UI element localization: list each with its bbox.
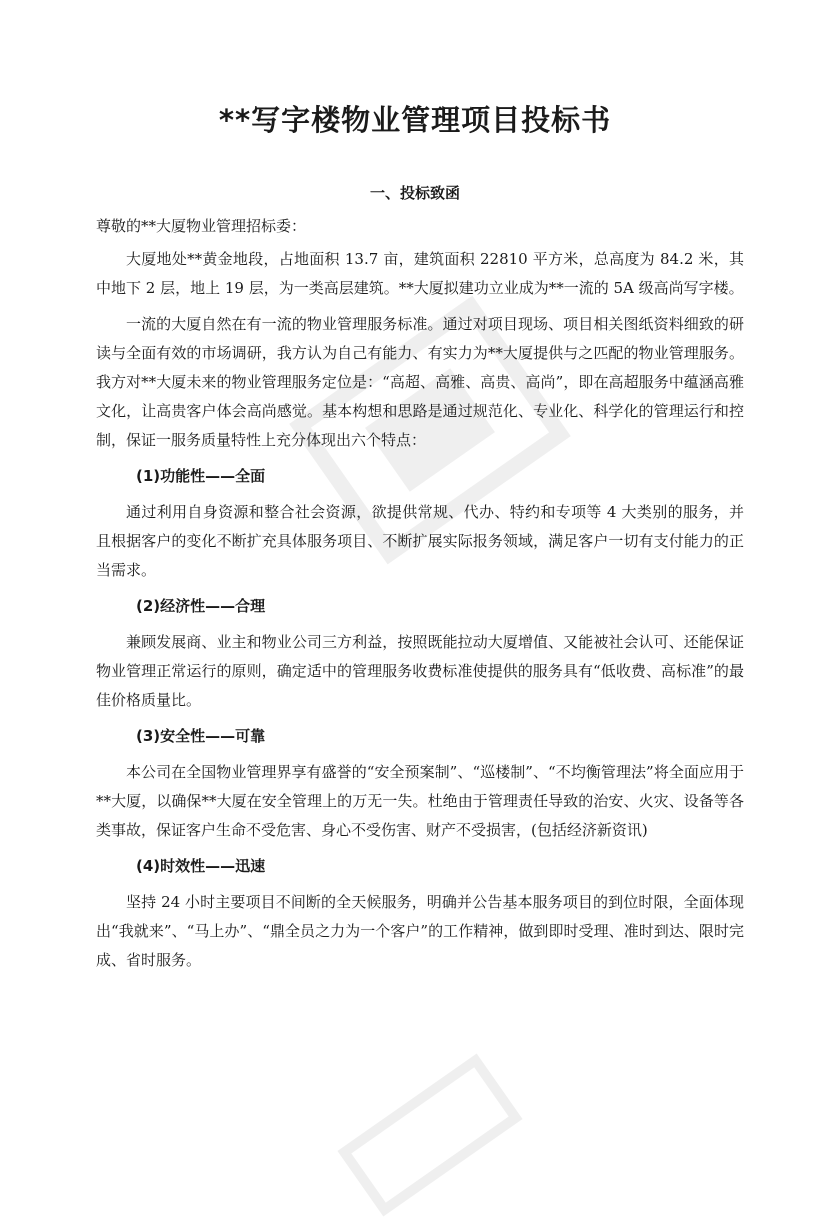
feature-text-functionality: 通过利用自身资源和整合社会资源，欲提供常规、代办、特约和专项等 4 大类别的服务，并且根据客户的变化不断扩充具体服务项目、不断扩展实际报务领域，满足客户一切有支付能力的正当需求。 <box>96 503 744 579</box>
feature-text-economy: 兼顾发展商、业主和物业公司三方利益，按照既能拉动大厦增值、又能被社会认可、还能保证物业管理正常运行的原则，确定适中的管理服务收费标准使提供的服务具有“低收费、高标准”的最佳价格质量比。 <box>96 633 744 709</box>
salutation: 尊敬的**大厦物业管理招标委： <box>96 217 307 235</box>
feature-heading-timeliness: (4)时效性——迅速 <box>136 857 266 875</box>
feature-heading-economy: (2)经济性——合理 <box>136 597 266 615</box>
document-title: **写字楼物业管理项目投标书 <box>218 103 612 137</box>
feature-text-safety: 本公司在全国物业管理界享有盛誉的“安全预案制”、“巡楼制”、“不均衡管理法”将全面应用于**大厦，以确保**大厦在安全管理上的万无一失。杜绝由于管理责任导致的治安、火灾、设备等各类事故，保证客户生命不受危害、身心不受伤害、财产不受损害，(包括经济新资讯) <box>96 763 744 839</box>
section-heading: 一、投标致函 <box>369 184 460 202</box>
intro-paragraph-1: 大厦地处**黄金地段，占地面积 13.7 亩，建筑面积 22810 平方米，总高度为 84.2 米，其中地下 2 层，地上 19 层，为一类高层建筑。**大厦拟建功立业成为**一流的 5A 级高尚写字楼。 <box>96 250 744 297</box>
feature-heading-functionality: (1)功能性——全面 <box>136 467 266 485</box>
document-body <box>96 212 744 982</box>
feature-heading-safety: (3)安全性——可靠 <box>136 727 266 745</box>
intro-paragraph-2: 一流的大厦自然在有一流的物业管理服务标准。通过对项目现场、项目相关图纸资料细致的研读与全面有效的市场调研，我方认为自己有能力、有实力为**大厦提供与之匹配的物业管理服务。我方对**大厦未来的物业管理服务定位是：“高超、高雅、高贵、高尚”，即在高超服务中蕴涵高雅文化，让高贵客户体会高尚感觉。基本构想和思路是通过规范化、专业化、科学化的管理运行和控制，保证一服务质量特性上充分体现出六个特点： <box>96 315 744 449</box>
watermark-logo-bottom <box>322 1041 537 1229</box>
feature-text-timeliness: 坚持 24 小时主要项目不间断的全天候服务，明确并公告基本服务项目的到位时限，全面体现出“我就来”、“马上办”、“鼎全员之力为一个客户”的工作精神，做到即时受理、准时到达、限时完成、省时服务。 <box>96 893 744 969</box>
